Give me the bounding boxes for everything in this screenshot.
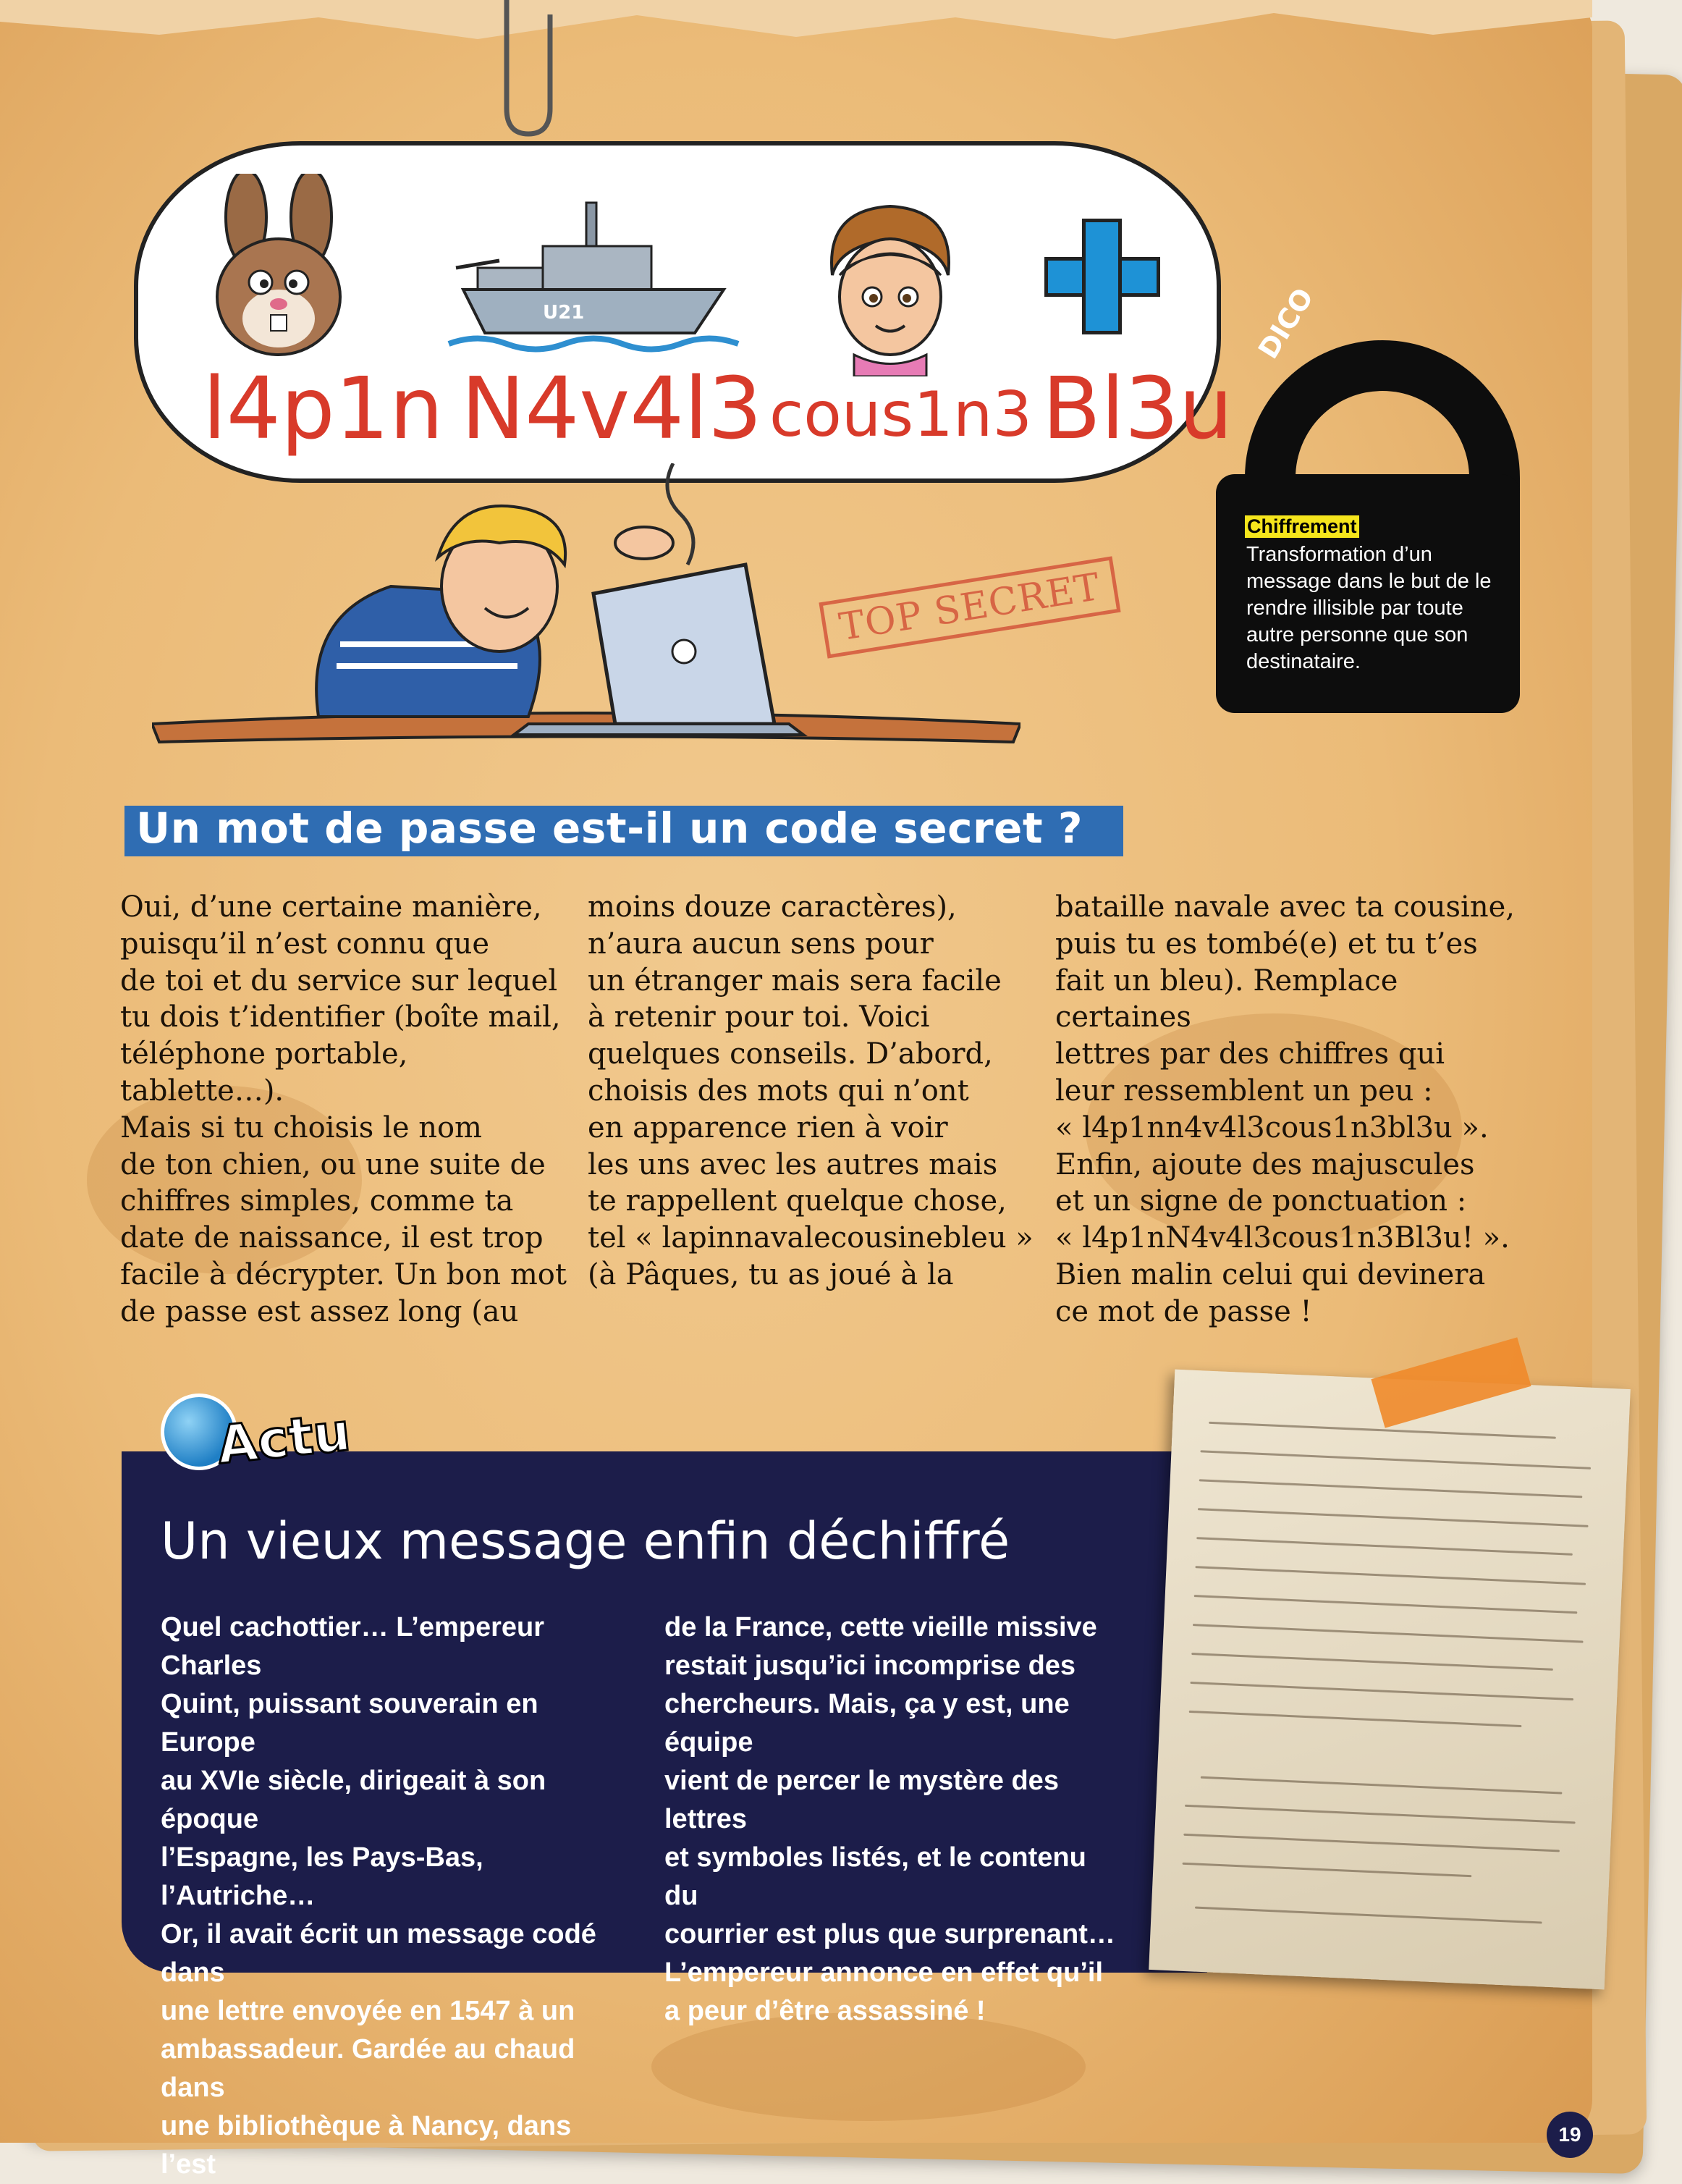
actu-line: restait jusqu’ici incomprise des [664,1650,1076,1681]
actu-line: Or, il avait écrit un message codé dans [161,1919,596,1988]
actu-line: Quint, puissant souverain en Europe [161,1689,538,1758]
article-line: lettres par des chiffres qui [1055,1037,1445,1071]
actu-line: et symboles listés, et le contenu du [664,1842,1086,1911]
article-line: choisis des mots qui n’ont [588,1074,969,1108]
ship-marking: U21 [543,302,585,324]
article-line: tu dois t’identifier (boîte mail, [120,1000,561,1034]
article-line: moins douze caractères), [588,890,957,924]
article-line: et un signe de ponctuation : [1055,1184,1467,1218]
actu-line: une bibliothèque à Nancy, dans l’est [161,2111,572,2180]
handwriting-line [1195,1907,1542,1924]
article-line: Oui, d’une certaine manière, [120,890,542,924]
actu-tag: Actu [214,1401,353,1476]
article-line: facile à décrypter. Un bon mot [120,1257,567,1291]
article-line: chiffres simples, comme ta [120,1184,514,1218]
handwriting-line [1183,1863,1472,1877]
article-line: les uns avec les autres mais [588,1147,998,1181]
article-line: n’aura aucun sens pour [588,927,934,961]
handwriting-line [1191,1653,1553,1671]
article-line: téléphone portable, tablette…). [120,1037,408,1108]
rebus-word-bleu: Bl3u [1042,358,1233,458]
actu-line: ambassadeur. Gardée au chaud dans [161,2034,575,2103]
article-line: leur ressemblent un peu : [1055,1074,1433,1108]
battleship-illustration [434,188,753,362]
handwriting-line [1201,1776,1563,1795]
top-secret-stamp: TOP SECRET [819,556,1120,658]
handwriting-line [1200,1450,1591,1470]
article-line: puisqu’il n’est connu que [120,927,490,961]
handwriting-line [1198,1508,1589,1527]
article-line: fait un bleu). Remplace certaines [1055,964,1398,1034]
article-line: Mais si tu choisis le nom [120,1110,482,1144]
historic-letter-photo [1149,1370,1631,1990]
actu-line: une lettre envoyée en 1547 à un [161,1996,575,2026]
actu-line: vient de percer le mystère des lettres [664,1766,1059,1834]
blue-cross-vertical [1082,219,1122,334]
handwriting-line [1190,1682,1573,1700]
rebus-word-lapin: l4p1n [203,358,444,458]
article-column-3 [1055,889,1518,1331]
article-column-1 [120,889,569,1331]
handwriting-line [1193,1624,1584,1643]
actu-title: Un vieux message enfin déchiffré [161,1511,1010,1571]
rebus-word-navale: N4v4l3 [461,358,763,458]
article-heading: Un mot de passe est-il un code secret ? [136,804,1083,853]
actu-column-2 [664,1609,1120,2031]
actu-line: l’Espagne, les Pays-Bas, l’Autriche… [161,1842,483,1911]
dico-term: Chiffrement [1245,515,1359,538]
actu-line: Quel cachottier… L’empereur Charles [161,1612,545,1681]
article-line: date de naissance, il est trop [120,1221,544,1255]
article-line: Enfin, ajoute des majuscules [1055,1147,1475,1181]
paperclip-icon [478,0,565,145]
handwriting-line [1199,1479,1583,1498]
article-line: te rappellent quelque chose, [588,1184,1007,1218]
handwriting-line [1196,1537,1573,1556]
handwriting-line [1183,1834,1560,1852]
actu-line: L’empereur annonce en effet qu’il [664,1957,1104,1988]
dico-definition: Transformation d’un message dans le but de le rendre illisible par toute autre personne que son destinataire. [1246,543,1492,673]
article-line: « l4p1nn4v4l3cous1n3bl3u ». [1055,1110,1489,1144]
article-line: ce mot de passe ! [1055,1294,1312,1328]
rebus-word-cousine: cous1n3 [769,379,1033,451]
article-line: Bien malin celui qui devinera [1055,1257,1486,1291]
article-line: bataille navale avec ta cousine, [1055,890,1515,924]
article-line: un étranger mais sera facile [588,964,1002,998]
handwriting-line [1195,1566,1586,1585]
article-line: de passe est assez long (au [120,1294,519,1328]
actu-line: a peur d’être assassiné ! [664,1996,986,2026]
actu-line: au XVIe siècle, dirigeait à son époque [161,1766,546,1834]
cousin-illustration [818,195,963,376]
article-line: à retenir pour toi. Voici [588,1000,930,1034]
article-line: « l4p1nN4v4l3cous1n3Bl3u! ». [1055,1221,1510,1255]
article-line: en apparence rien à voir [588,1110,948,1144]
actu-column-1 [161,1609,617,2184]
actu-line: de la France, cette vieille missive [664,1612,1097,1643]
handwriting-line [1209,1422,1556,1439]
rabbit-illustration [195,174,362,362]
article-line: puis tu es tombé(e) et tu t’es [1055,927,1478,961]
handwriting-line [1189,1711,1522,1727]
dico-label: DICO [1252,282,1320,365]
handwriting-line [1185,1805,1576,1824]
handwriting-line [1194,1595,1578,1614]
page-number: 19 [1547,2112,1593,2158]
article-line: (à Pâques, tu as joué à la [588,1257,954,1291]
article-line: tel « lapinnavalecousinebleu » [588,1221,1034,1255]
article-column-2 [588,889,1036,1294]
article-line: de ton chien, ou une suite de [120,1147,546,1181]
actu-line: courrier est plus que surprenant… [664,1919,1115,1949]
actu-line: chercheurs. Mais, ça y est, une équipe [664,1689,1070,1758]
article-line: de toi et du service sur lequel [120,964,558,998]
article-line: quelques conseils. D’abord, [588,1037,993,1071]
